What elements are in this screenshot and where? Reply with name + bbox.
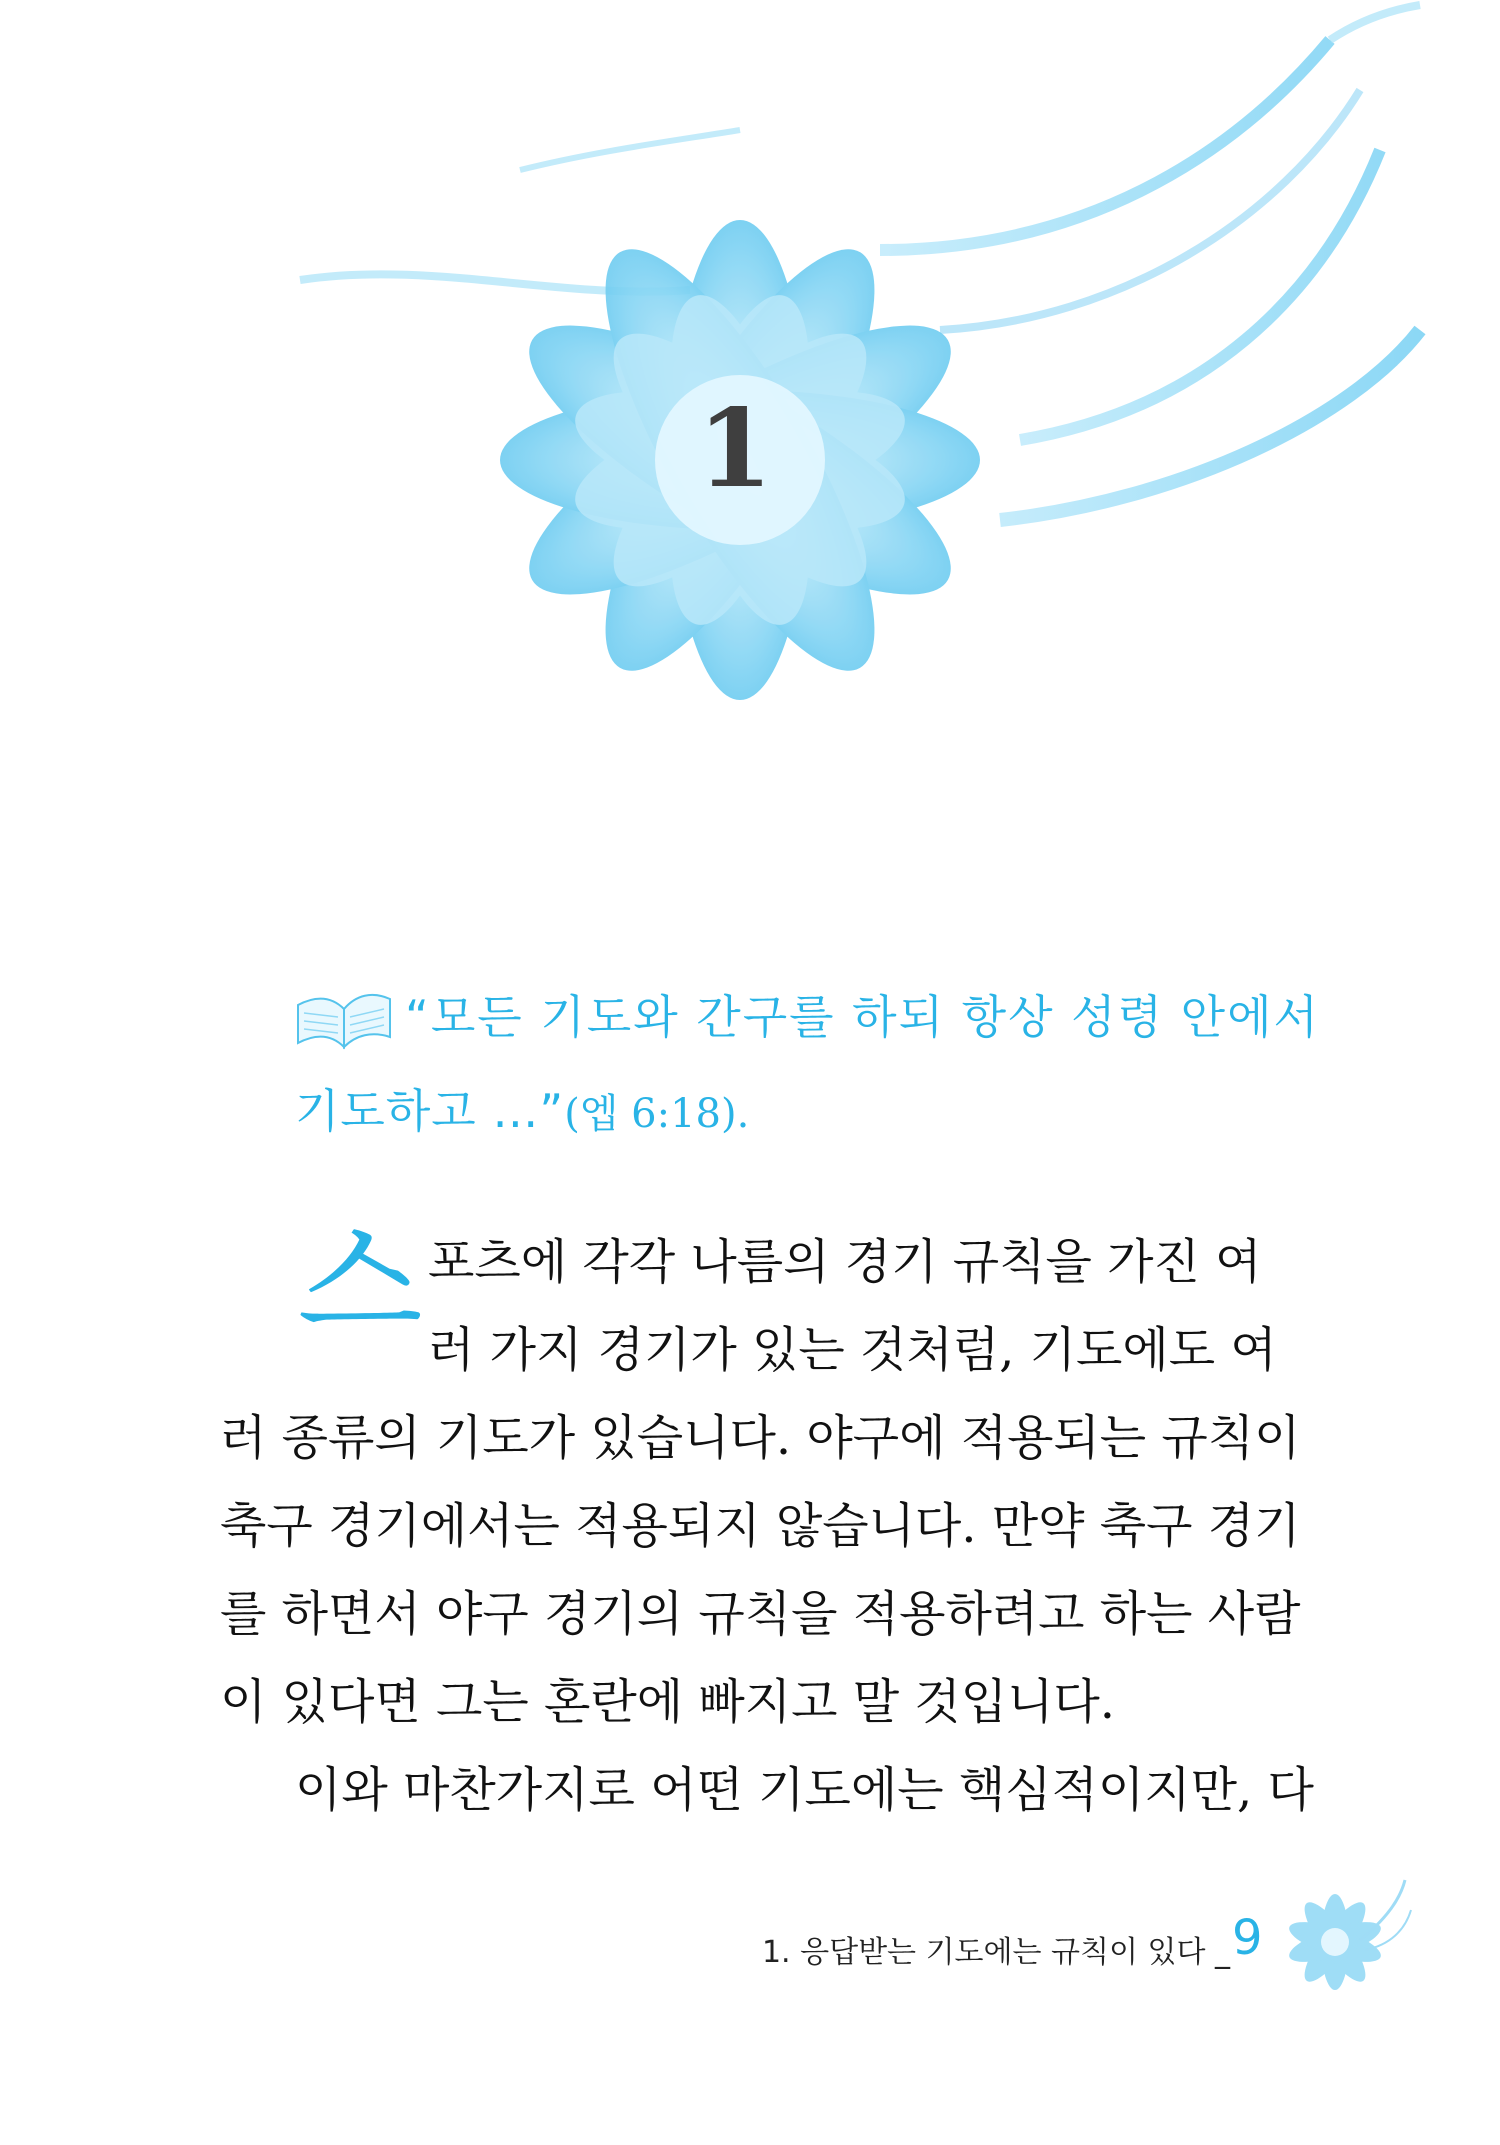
running-title: 1. 응답받는 기도에는 규칙이 있다 _ (761, 1935, 1230, 1970)
body-line: 이와 마찬가지로 어떤 기도에는 핵심적이지만, 다 (295, 1762, 1314, 1818)
page-number: 9 (1232, 1910, 1263, 1966)
body-line: 러 가지 경기가 있는 것처럼, 기도에도 여 (428, 1322, 1277, 1378)
chapter-number: 1 (697, 386, 773, 512)
body-line: 축구 경기에서는 적용되지 않습니다. 만약 축구 경기 (220, 1498, 1301, 1554)
drop-cap (290, 1210, 430, 1360)
body-line: 를 하면서 야구 경기의 규칙을 적용하려고 하는 사람 (220, 1586, 1301, 1642)
small-flower-ornament (1265, 1870, 1415, 2010)
verse-line-1: “모든 기도와 간구를 하되 항상 성령 안에서 (405, 990, 1320, 1044)
verse-reference: (엡 6:18). (564, 1091, 750, 1137)
body-line: 이 있다면 그는 혼란에 빠지고 말 것입니다. (220, 1674, 1116, 1730)
verse-line-2 (295, 1084, 750, 1138)
drop-cap-char: 스 (297, 1210, 423, 1359)
body-line: 러 종류의 기도가 있습니다. 야구에 적용되는 규칙이 (220, 1410, 1301, 1466)
open-book-icon (292, 985, 398, 1055)
body-line: 포츠에 각각 나름의 경기 규칙을 가진 여 (428, 1234, 1262, 1290)
verse-text: 기도하고 …” (295, 1084, 565, 1138)
